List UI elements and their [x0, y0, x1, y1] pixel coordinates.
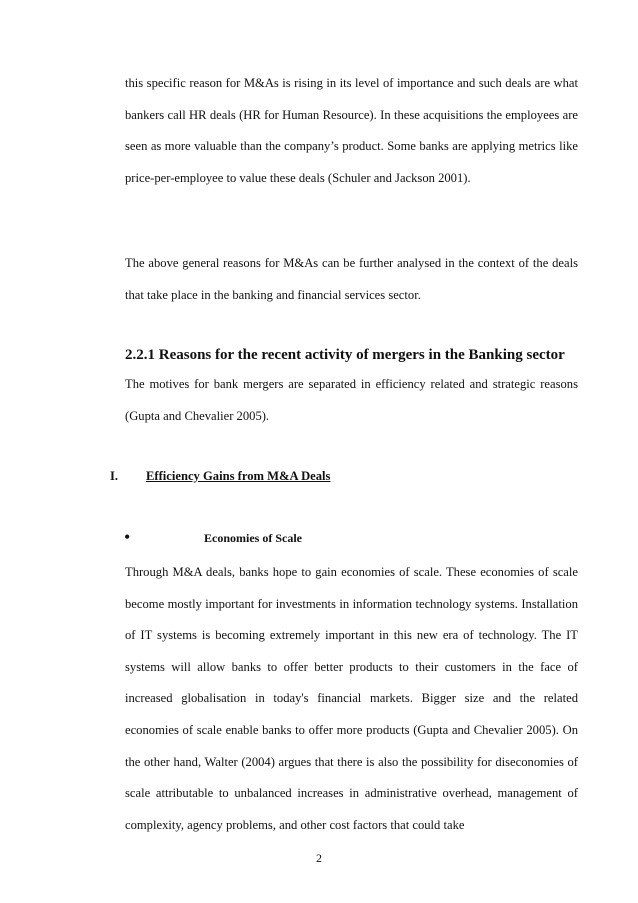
list-numeral: I.	[110, 469, 119, 483]
bullet-title: Economies of Scale	[204, 531, 302, 545]
bullet-icon: •	[124, 527, 131, 547]
paragraph-bank-merger-motives: The motives for bank mergers are separated in efficiency related and strategic reasons (Gupta and Chevalier 2005).	[125, 377, 578, 423]
paragraph-economies-of-scale: Through M&A deals, banks hope to gain economies of scale. These economies of scale become mostly important for investments in information technology systems. Installation of IT systems is becoming extremely important in this new era of technology. The IT systems will allow banks to offer better products to their customers in the face of increased globalisation in today's financial markets. Bigger size and the related economies of scale enable banks to offer more products (Gupta and Chevalier 2005). On the other hand, Walter (2004) argues that there is also the possibility for diseconomies of scale attributable to unbalanced increases in administrative overhead, management of complexity, agency problems, and other cost factors that could take	[125, 565, 578, 832]
section-heading: 2.2.1 Reasons for the recent activity of mergers in the Banking sector	[125, 347, 565, 363]
list-title: Efficiency Gains from M&A Deals	[146, 469, 331, 483]
page-number: 2	[316, 851, 322, 865]
paragraph-general-reasons: The above general reasons for M&As can be further analysed in the context of the deals that take place in the banking and financial services sector.	[125, 256, 578, 302]
paragraph-hr-deals: this specific reason for M&As is rising in its level of importance and such deals are what bankers call HR deals (HR for Human Resource). In these acquisitions the employees are seen as more valuable than the company’s product. Some banks are applying metrics like price-per-employee to value these deals (Schuler and Jackson 2001).	[125, 76, 578, 185]
